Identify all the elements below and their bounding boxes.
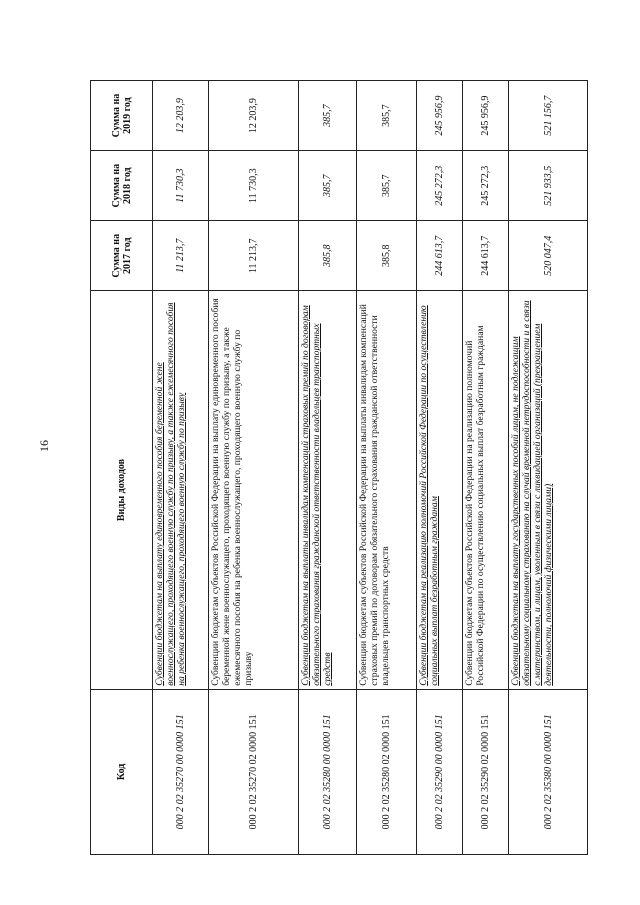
table-row (299, 81, 357, 855)
row-sum-2017: 520 047,4 (509, 221, 588, 291)
row-sum-2017: 385,8 (357, 221, 417, 291)
row-sum-2018: 11 730,3 (153, 151, 209, 221)
revenue-table (90, 80, 588, 855)
row-description: Субвенции бюджетам на выплату государственных пособий лицам, не подлежащим обязательному социальному страхованию на случай временной нетрудоспособности и в связи с материнством, и лицам, уволенным в связи с ликвидацией организаций (прекращением деятельности, полномочий физическими лицами) (509, 291, 588, 690)
table-row (417, 81, 463, 855)
row-sum-2019: 245 956,9 (463, 81, 509, 151)
header-description: Виды доходов (91, 291, 153, 690)
row-code: 000 2 02 35290 02 0000 151 (463, 689, 509, 854)
row-code: 000 2 02 35380 00 0000 151 (509, 689, 588, 854)
row-code: 000 2 02 35280 00 0000 151 (299, 689, 357, 854)
page-number: 16 (37, 440, 51, 452)
row-sum-2017: 385,8 (299, 221, 357, 291)
row-description: Субвенции бюджетам на выплаты инвалидам компенсаций страховых премий по договорам обязательного страхования гражданской ответственности владельцев транспортных средств (299, 291, 357, 690)
row-code: 000 2 02 35270 02 0000 151 (209, 689, 299, 854)
row-description: Субвенции бюджетам субъектов Российской Федерации на выплату единовременного пособия беременной жене военнослужащего, проходящего военную службу по призыву, а также ежемесячного пособия на ребенка военнослужащего, проходящего военную службу по призыву (209, 291, 299, 690)
table-row (209, 81, 299, 855)
row-code: 000 2 02 35270 00 0000 151 (153, 689, 209, 854)
row-description: Субвенции бюджетам на выплату единовременного пособия беременной жене военнослужащего, проходящего военную службу по призыву, а также ежемесячного пособия на ребенка военнослужащего, проходящего военную службу по призыву (153, 291, 209, 690)
row-sum-2018: 521 933,5 (509, 151, 588, 221)
row-sum-2018: 11 730,3 (209, 151, 299, 221)
rotated-table-container (90, 80, 554, 855)
row-sum-2017: 244 613,7 (463, 221, 509, 291)
table-row (509, 81, 588, 855)
row-code: 000 2 02 35290 00 0000 151 (417, 689, 463, 854)
row-description: Субвенции бюджетам субъектов Российской Федерации на выплаты инвалидам компенсаций страховых премий по договорам обязательного страхования гражданской ответственности владельцев транспортных средств (357, 291, 417, 690)
table-header-row (91, 81, 153, 855)
row-sum-2019: 12 203,9 (153, 81, 209, 151)
row-sum-2018: 245 272,3 (417, 151, 463, 221)
row-description: Субвенции бюджетам субъектов Российской Федерации на реализацию полномочий Российской Федерации по осуществлению социальных выплат безработным гражданам (463, 291, 509, 690)
row-sum-2019: 385,7 (357, 81, 417, 151)
row-description: Субвенции бюджетам на реализацию полномочий Российской Федерации по осуществлению социальных выплат безработным гражданам (417, 291, 463, 690)
row-sum-2019: 385,7 (299, 81, 357, 151)
row-sum-2019: 521 156,7 (509, 81, 588, 151)
header-sum-2019: Сумма на 2019 год (91, 81, 153, 151)
table-row (463, 81, 509, 855)
row-sum-2017: 11 213,7 (153, 221, 209, 291)
row-code: 000 2 02 35280 02 0000 151 (357, 689, 417, 854)
header-code: Код (91, 689, 153, 854)
row-sum-2018: 385,7 (357, 151, 417, 221)
row-sum-2018: 385,7 (299, 151, 357, 221)
header-sum-2017: Сумма на 2017 год (91, 221, 153, 291)
table-row (357, 81, 417, 855)
table-row (153, 81, 209, 855)
row-sum-2017: 11 213,7 (209, 221, 299, 291)
row-sum-2019: 12 203,9 (209, 81, 299, 151)
row-sum-2017: 244 613,7 (417, 221, 463, 291)
row-sum-2019: 245 956,9 (417, 81, 463, 151)
header-sum-2018: Сумма на 2018 год (91, 151, 153, 221)
row-sum-2018: 245 272,3 (463, 151, 509, 221)
